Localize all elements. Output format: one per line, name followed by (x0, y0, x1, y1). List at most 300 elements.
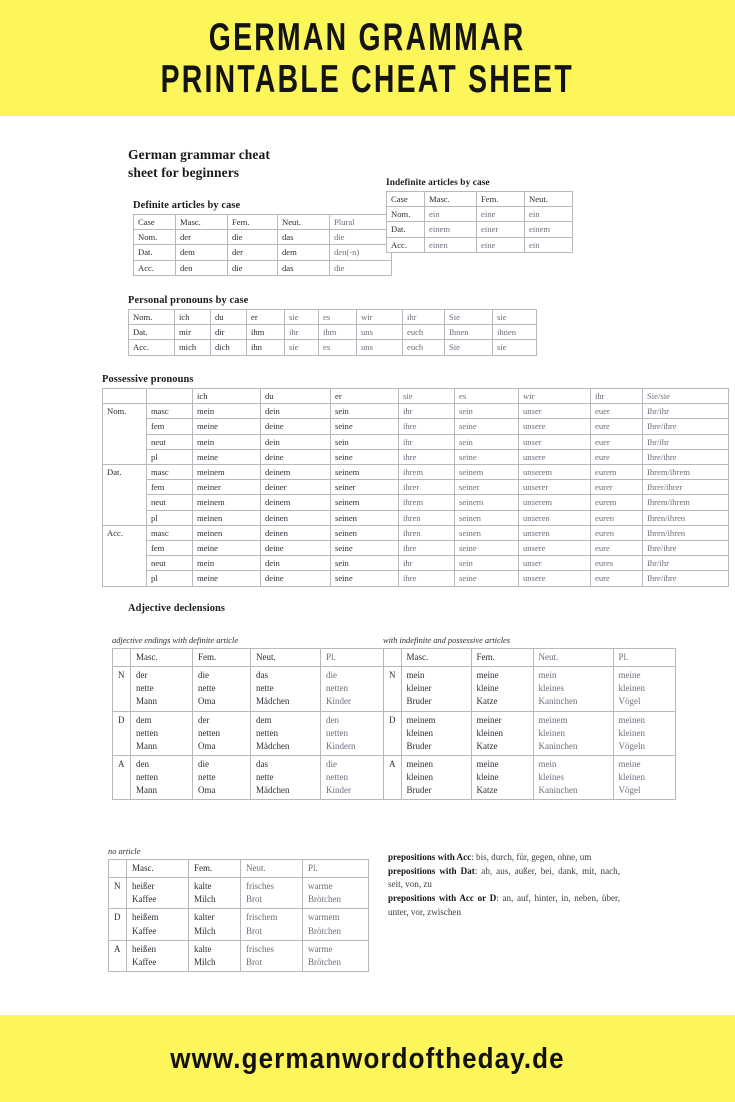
cell-possessive: seinem (331, 465, 399, 480)
prepositions-accdat-label: prepositions with Acc or D (388, 892, 497, 903)
cell-pronoun: sie (493, 310, 537, 325)
adjective-phrase-word: Kinder (326, 696, 351, 707)
adjective-phrase-word: kleine (476, 772, 499, 782)
no-article-table (108, 859, 369, 972)
col-header: ich (193, 389, 261, 404)
cell-possessive: seinem (455, 495, 519, 510)
cell-gender: masc (147, 525, 193, 540)
adjective-phrase-word: die (326, 758, 337, 769)
cell-case-group: Dat. (103, 465, 147, 526)
cell-adjective-phrase (189, 878, 241, 909)
adjective-phrase-word: Brötchen (308, 925, 341, 936)
cell-masc: dem (176, 245, 228, 260)
definite-articles-heading: Definite articles by case (133, 200, 241, 211)
sheet-body (0, 116, 735, 1015)
adjective-phrase-word: Kaninchen (538, 740, 578, 751)
col-fem: Fem. (228, 215, 278, 230)
possessive-pronouns-table (102, 388, 729, 587)
table-row (109, 878, 369, 909)
cell-pronoun: Sie (445, 340, 493, 355)
adjective-phrase-word: Brot (246, 925, 263, 936)
sheet-title (128, 146, 270, 182)
table-header-row (384, 649, 676, 667)
col-header: ihr (591, 389, 643, 404)
cell-pronoun: euch (403, 325, 445, 340)
cell-pronoun: ihr (403, 310, 445, 325)
cell-possessive: meinen (193, 510, 261, 525)
cell-possessive: unsere (519, 449, 591, 464)
adjective-phrase-word: kleiner (406, 683, 432, 694)
col-plural: Plural (330, 215, 392, 230)
cell-case-group: Acc. (103, 525, 147, 586)
cell-pronoun: uns (357, 325, 403, 340)
cell-possessive: euren (591, 510, 643, 525)
footer-banner (0, 1015, 735, 1102)
prepositions-acc: prepositions with Acc: bis, durch, für, gegen, ohne, um (388, 852, 592, 862)
cell-possessive: ihrem (399, 465, 455, 480)
cell-possessive: ihre (399, 449, 455, 464)
adjective-declensions-heading: Adjective declensions (128, 603, 226, 614)
cell-possessive: sein (331, 404, 399, 419)
cell-possessive: ihren (399, 525, 455, 540)
cell-possessive: euer (591, 434, 643, 449)
cell-pronoun: es (319, 310, 357, 325)
cell-possessive: seinen (331, 525, 399, 540)
cell-possessive: seine (331, 449, 399, 464)
adjective-phrase-word: heißen (132, 943, 156, 954)
cell-gender: masc (147, 404, 193, 419)
cell-possessive: unserer (519, 480, 591, 495)
cell-possessive: dein (261, 556, 331, 571)
col-case: Case (134, 215, 176, 230)
cell-possessive: euer (591, 404, 643, 419)
cell-fem: eine (477, 207, 525, 222)
cell-adjective-phrase (189, 940, 241, 971)
cell-possessive: sein (455, 556, 519, 571)
cell-possessive: unserem (519, 465, 591, 480)
cell-case: A (113, 755, 131, 799)
cell-possessive: Ihre/ihre (643, 419, 729, 434)
col-fem: Fem. (477, 192, 525, 207)
header-title-line-1: GERMAN GRAMMAR (209, 14, 526, 58)
adjective-phrase-word: Mann (136, 696, 157, 707)
adjective-phrase-word: warme (308, 943, 333, 954)
table-row (387, 237, 573, 252)
table-row (103, 480, 729, 495)
cell-case: Acc. (134, 260, 176, 275)
cell-adjective-phrase (303, 940, 369, 971)
prepositions-acc-list: bis, durch, für, gegen, ohne, um (476, 852, 592, 862)
table-row (103, 434, 729, 449)
table-row (103, 495, 729, 510)
adjective-phrase-word: Kaninchen (538, 696, 578, 707)
adjective-phrase-word: kleinen (618, 772, 645, 782)
cell-fem: die (228, 260, 278, 275)
col-header: Neut. (251, 649, 321, 667)
cell-possessive: deine (261, 449, 331, 464)
cell-possessive: meine (193, 419, 261, 434)
cell-adjective-phrase (303, 909, 369, 940)
table-row (103, 571, 729, 586)
adjective-phrase-word: meine (618, 670, 641, 681)
adjective-phrase-word: kleines (538, 683, 564, 694)
adjective-phrase-word: dem (256, 714, 272, 725)
adjective-phrase-word: kalte (194, 943, 212, 954)
cell-adjective-phrase (251, 667, 321, 711)
adjective-phrase-word: netten (326, 727, 348, 738)
cell-possessive: eurem (591, 495, 643, 510)
cell-possessive: deine (261, 571, 331, 586)
cell-possessive: sein (455, 434, 519, 449)
col-header: du (261, 389, 331, 404)
col-header: Fem. (193, 649, 251, 667)
cell-masc: ein (425, 207, 477, 222)
possessive-pronouns-block (102, 374, 729, 587)
cell-case: N (113, 667, 131, 711)
cell-possessive: dein (261, 404, 331, 419)
table-header-row (109, 860, 369, 878)
adjective-indefinite-table (383, 648, 676, 800)
adjective-phrase-word: Mädchen (256, 696, 290, 707)
cell-possessive: unsere (519, 541, 591, 556)
cell-plural: die (330, 230, 392, 245)
cell-possessive: unseren (519, 525, 591, 540)
adjective-phrase-word: Milch (194, 894, 216, 905)
cell-possessive: unser (519, 404, 591, 419)
adjective-definite-subtitle: adjective endings with definite article (112, 636, 239, 645)
adjective-phrase-word: das (256, 670, 268, 681)
adjective-phrase-word: Oma (198, 740, 216, 751)
adjective-phrase-word: mein (538, 670, 557, 681)
col-header (109, 860, 127, 878)
cell-pronoun: ihm (247, 325, 285, 340)
adjective-phrase-word: Kinder (326, 785, 351, 796)
cell-possessive: mein (193, 404, 261, 419)
adjective-phrase-word: Kaffee (132, 956, 157, 967)
adjective-phrase-word: Mann (136, 785, 157, 796)
cell-possessive: meine (193, 449, 261, 464)
cell-pronoun: ich (175, 310, 211, 325)
cell-possessive: unsere (519, 419, 591, 434)
cell-adjective-phrase (241, 940, 303, 971)
cell-possessive: seinen (455, 510, 519, 525)
adjective-phrase-word: warmem (308, 912, 340, 923)
definite-articles-table (133, 214, 392, 276)
cell-neut: das (278, 260, 330, 275)
adjective-phrase-word: kleinen (618, 683, 645, 694)
cell-gender: masc (147, 465, 193, 480)
cell-possessive: deiner (261, 480, 331, 495)
adjective-phrase-word: netten (326, 683, 348, 694)
adjective-phrase-word: warme (308, 881, 333, 892)
adjective-phrase-word: Vögel (618, 785, 641, 796)
no-article-block (108, 847, 369, 972)
cell-neut: ein (525, 207, 573, 222)
table-header-row (103, 389, 729, 404)
cell-adjective-phrase (533, 755, 613, 799)
table-header-row (134, 215, 392, 230)
cell-fem: die (228, 230, 278, 245)
adjective-indefinite-block (383, 636, 676, 800)
cell-gender: fem (147, 419, 193, 434)
adjective-phrase-word: meine (476, 670, 499, 681)
cell-pronoun: sie (285, 340, 319, 355)
cell-adjective-phrase (613, 755, 675, 799)
adjective-phrase-word: kleinen (538, 727, 565, 738)
cell-case-group: Nom. (103, 404, 147, 465)
cell-pronoun: du (211, 310, 247, 325)
cell-adjective-phrase (193, 667, 251, 711)
table-row (384, 755, 676, 799)
cell-adjective-phrase (131, 711, 193, 755)
cell-adjective-phrase (613, 711, 675, 755)
cell-possessive: euren (591, 525, 643, 540)
cell-possessive: Ihre/ihre (643, 541, 729, 556)
table-row (103, 525, 729, 540)
adjective-phrase-word: kalter (194, 912, 215, 923)
table-row (134, 260, 392, 275)
cell-neut: einem (525, 222, 573, 237)
cell-possessive: seinen (455, 525, 519, 540)
col-case: Case (387, 192, 425, 207)
prepositions-acc-label: prepositions with Acc (388, 852, 472, 862)
cell-possessive: unsere (519, 571, 591, 586)
adjective-phrase-word: Brötchen (308, 894, 341, 905)
cell-possessive: ihr (399, 556, 455, 571)
cell-pronoun: sie (493, 340, 537, 355)
adjective-phrase-word: der (136, 670, 148, 681)
adjective-phrase-word: mein (406, 670, 425, 681)
cell-possessive: unser (519, 556, 591, 571)
prepositions-accdat: prepositions with Acc or D: an, auf, hinter, in, neben, über, unter, vor, zwischen (388, 892, 620, 917)
header-title-line-2: PRINTABLE CHEAT SHEET (160, 56, 575, 101)
definite-articles-block (133, 200, 392, 276)
cell-case: A (384, 755, 402, 799)
table-row (103, 419, 729, 434)
cell-adjective-phrase (303, 878, 369, 909)
adjective-phrase-word: mein (538, 758, 557, 769)
cell-possessive: eure (591, 449, 643, 464)
adjective-phrase-word: Kaffee (132, 894, 157, 905)
adjective-phrase-word: den (136, 758, 149, 769)
cell-possessive: unserem (519, 495, 591, 510)
cell-possessive: Ihrem/ihrem (643, 495, 729, 510)
table-row (103, 510, 729, 525)
adjective-phrase-word: Kaffee (132, 925, 157, 936)
adjective-phrase-word: frischem (246, 912, 278, 923)
cell-case: N (384, 667, 402, 711)
header-banner (0, 0, 735, 116)
adjective-phrase-word: netten (326, 772, 348, 782)
cell-possessive: seinem (455, 465, 519, 480)
adjective-phrase-word: Brötchen (308, 956, 341, 967)
table-row (129, 340, 537, 355)
cell-pronoun: Sie (445, 310, 493, 325)
cell-possessive: eures (591, 556, 643, 571)
cell-pronoun: mir (175, 325, 211, 340)
adjective-definite-table (112, 648, 387, 800)
cell-masc: einem (425, 222, 477, 237)
cell-pronoun: dir (211, 325, 247, 340)
cell-adjective-phrase (533, 711, 613, 755)
cell-possessive: ihrem (399, 495, 455, 510)
col-header: Sie/sie (643, 389, 729, 404)
cell-case: N (109, 878, 127, 909)
prepositions-accdat-list: an, auf, hinter, in, neben, über, unter, vor, zwischen (388, 892, 620, 917)
cell-fem: eine (477, 237, 525, 252)
adjective-phrase-word: Oma (198, 696, 216, 707)
cell-possessive: seinen (331, 510, 399, 525)
cell-fem: einer (477, 222, 525, 237)
cell-case: D (384, 711, 402, 755)
cell-possessive: deine (261, 419, 331, 434)
footer-url: www.germanwordoftheday.de (170, 1041, 565, 1075)
adjective-phrase-word: der (198, 714, 210, 725)
col-header: Pl. (303, 860, 369, 878)
table-row (109, 909, 369, 940)
cell-pronoun: euch (403, 340, 445, 355)
cell-possessive: seine (331, 541, 399, 556)
cell-possessive: meine (193, 571, 261, 586)
adjective-phrase-word: nette (198, 683, 216, 694)
cell-possessive: ihre (399, 419, 455, 434)
cell-possessive: seiner (331, 480, 399, 495)
cell-possessive: seine (331, 571, 399, 586)
sheet-title-line-2: sheet for beginners (128, 164, 240, 180)
cell-possessive: meinem (193, 495, 261, 510)
cell-possessive: meiner (193, 480, 261, 495)
cell-pronoun: uns (357, 340, 403, 355)
cell-adjective-phrase (613, 667, 675, 711)
adjective-phrase-word: Katze (476, 740, 498, 751)
cell-possessive: deine (261, 541, 331, 556)
adjective-phrase-word: Milch (194, 956, 216, 967)
possessive-pronouns-heading: Possessive pronouns (102, 374, 194, 385)
cell-gender: pl (147, 571, 193, 586)
cell-possessive: meine (193, 541, 261, 556)
adjective-phrase-word: Bruder (406, 696, 432, 707)
adjective-phrase-word: Kaninchen (538, 785, 578, 796)
adjective-phrase-word: meinen (618, 714, 645, 725)
cell-adjective-phrase (401, 667, 471, 711)
adjective-phrase-word: das (256, 758, 268, 769)
cell-pronoun: Ihnen (445, 325, 493, 340)
personal-pronouns-block (128, 295, 537, 356)
cell-possessive: Ihr/ihr (643, 434, 729, 449)
cell-possessive: unser (519, 434, 591, 449)
prepositions-dat-list: ab, aus, außer, bei, dank, mit, nach, seit, von, zu (388, 865, 620, 890)
adjective-phrase-word: Mann (136, 740, 157, 751)
col-neut: Neut. (525, 192, 573, 207)
cell-possessive: ihrer (399, 480, 455, 495)
col-header: Pl. (613, 649, 675, 667)
cell-possessive: deinen (261, 525, 331, 540)
adjective-phrase-word: frisches (246, 881, 274, 892)
cell-possessive: Ihr/ihr (643, 556, 729, 571)
cell-possessive: ihre (399, 541, 455, 556)
adjective-phrase-word: Oma (198, 785, 216, 796)
cell-possessive: sein (455, 404, 519, 419)
cell-pronoun: es (319, 340, 357, 355)
cell-gender: fem (147, 480, 193, 495)
cell-masc: den (176, 260, 228, 275)
prepositions-dat: prepositions with Dat: ab, aus, außer, bei, dank, mit, nach, seit, von, zu (388, 865, 620, 890)
cell-possessive: sein (331, 434, 399, 449)
adjective-phrase-word: meine (618, 758, 641, 769)
cell-possessive: seine (455, 449, 519, 464)
cell-case: Acc. (387, 237, 425, 252)
col-header: es (455, 389, 519, 404)
cell-possessive: deinen (261, 510, 331, 525)
cell-neut: das (278, 230, 330, 245)
adjective-phrase-word: netten (136, 772, 158, 782)
cell-possessive: ihr (399, 434, 455, 449)
indefinite-articles-heading: Indefinite articles by case (386, 178, 490, 188)
cell-masc: einen (425, 237, 477, 252)
adjective-phrase-word: nette (256, 683, 274, 694)
table-row (103, 541, 729, 556)
cell-neut: ein (525, 237, 573, 252)
cell-gender: neut (147, 556, 193, 571)
cell-adjective-phrase (127, 909, 189, 940)
adjective-phrase-word: frisches (246, 943, 274, 954)
sheet-title-line-1: German grammar cheat (128, 147, 270, 162)
table-row (129, 310, 537, 325)
cell-pronoun: mich (175, 340, 211, 355)
table-row (113, 755, 387, 799)
cell-possessive: seinem (331, 495, 399, 510)
col-header: Masc. (401, 649, 471, 667)
cell-possessive: eure (591, 541, 643, 556)
prepositions-text (388, 851, 620, 919)
indefinite-articles-table (386, 191, 573, 253)
col-header: Fem. (189, 860, 241, 878)
cell-possessive: dein (261, 434, 331, 449)
cell-gender: neut (147, 434, 193, 449)
adjective-phrase-word: Bruder (406, 785, 432, 796)
cell-adjective-phrase (533, 667, 613, 711)
prepositions-dat-label: prepositions with Dat (388, 865, 475, 876)
adjective-phrase-word: netten (198, 727, 220, 738)
cell-possessive: Ihrer/ihrer (643, 480, 729, 495)
cell-case: Dat. (387, 222, 425, 237)
table-row (113, 711, 387, 755)
adjective-phrase-word: Katze (476, 785, 498, 796)
table-row (384, 711, 676, 755)
table-header-row (387, 192, 573, 207)
col-header: wir (519, 389, 591, 404)
cell-gender: pl (147, 510, 193, 525)
cell-possessive: eurem (591, 465, 643, 480)
col-header (384, 649, 402, 667)
cell-gender: fem (147, 541, 193, 556)
cell-adjective-phrase (251, 755, 321, 799)
cell-possessive: eure (591, 571, 643, 586)
table-row (129, 325, 537, 340)
cell-adjective-phrase (131, 755, 193, 799)
cell-pronoun: ihn (247, 340, 285, 355)
cell-case: Dat. (134, 245, 176, 260)
no-article-subtitle: no article (108, 847, 141, 856)
cell-case: D (113, 711, 131, 755)
cell-possessive: seine (331, 419, 399, 434)
col-header: sie (399, 389, 455, 404)
cell-adjective-phrase (193, 711, 251, 755)
indefinite-articles-block (386, 178, 573, 253)
adjective-phrase-word: Katze (476, 696, 498, 707)
cell-possessive: Ihren/ihren (643, 510, 729, 525)
personal-pronouns-heading: Personal pronouns by case (128, 295, 249, 306)
